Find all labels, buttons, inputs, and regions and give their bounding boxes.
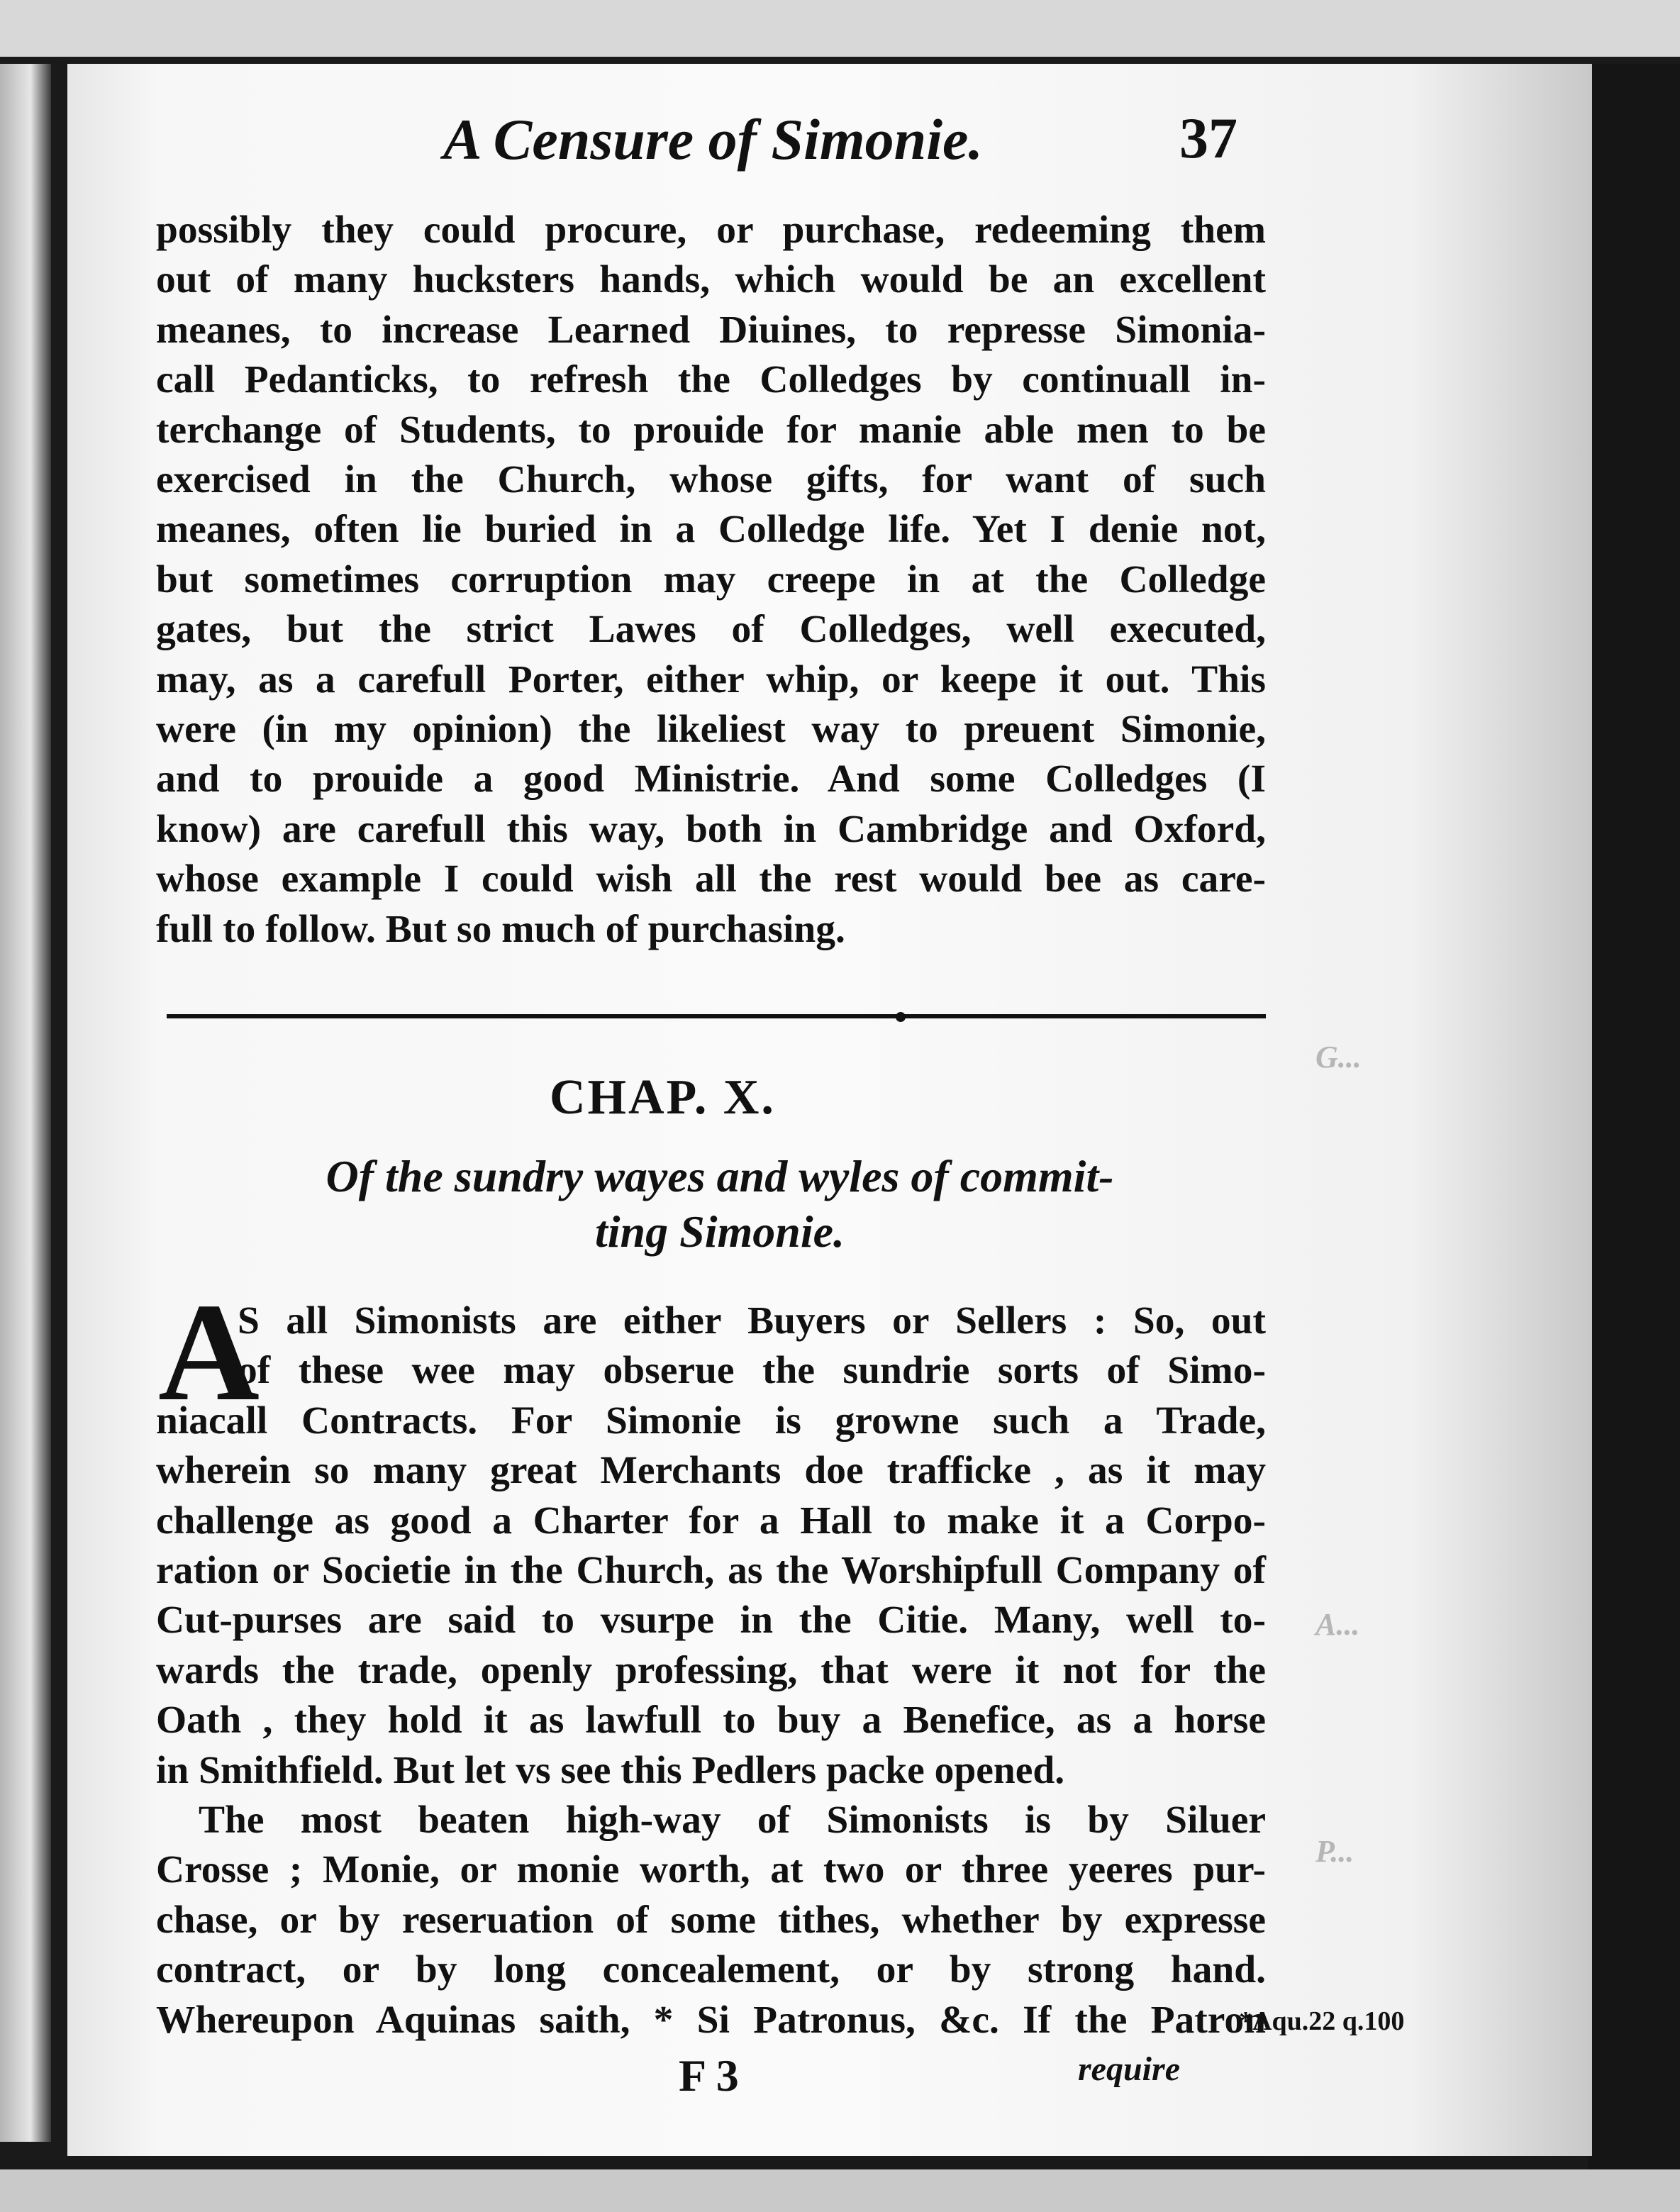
text-line: were (in my opinion) the likeliest way to preuent Simonie, bbox=[156, 708, 1266, 752]
text-line: Oath , they hold it as lawfull to buy a Benefice, as a horse bbox=[156, 1699, 1266, 1743]
scan-background-bottom bbox=[0, 2169, 1680, 2212]
text-line: in Smithfield. But let vs see this Pedlers packe opened. bbox=[156, 1748, 1065, 1792]
drop-cap: A bbox=[158, 1274, 260, 1430]
book-page bbox=[67, 64, 1592, 2156]
running-title: A Censure of Simonie. bbox=[443, 107, 983, 172]
text-line: Cut-purses are said to vsurpe in the Citie. Many, well to- bbox=[156, 1599, 1266, 1643]
text-line: of these wee may obserue the sundrie sorts of Simo- bbox=[238, 1349, 1266, 1393]
text-line: know) are carefull this way, both in Cambridge and Oxford, bbox=[156, 807, 1266, 851]
text-line: may, as a carefull Porter, either whip, or keepe it out. This bbox=[156, 657, 1266, 701]
text-line: meanes, to increase Learned Diuines, to represse Simonia- bbox=[156, 308, 1266, 352]
text-line: contract, or by long concealement, or by strong hand. bbox=[156, 1948, 1266, 1992]
text-line: niacall Contracts. For Simonie is growne such a Trade, bbox=[156, 1399, 1266, 1443]
text-line: chase, or by reseruation of some tithes, whether by expresse bbox=[156, 1898, 1266, 1942]
text-line: and to prouide a good Ministrie. And some Colledges (I bbox=[156, 757, 1266, 801]
text-line: out of many hucksters hands, which would be an excellent bbox=[156, 258, 1266, 302]
subtitle-line: Of the sundry wayes and wyles of commit- bbox=[326, 1151, 1114, 1201]
text-line: wherein so many great Merchants doe trafficke , as it may bbox=[156, 1449, 1266, 1493]
subtitle-line: ting Simonie. bbox=[594, 1206, 845, 1257]
text-line: Whereupon Aquinas saith, * Si Patronus, &c. If the Patron bbox=[156, 1998, 1266, 2042]
chapter-subtitle bbox=[259, 1149, 1181, 1260]
text-line: meanes, often lie buried in a Colledge life. Yet I denie not, bbox=[156, 508, 1266, 552]
text-line: The most beaten high-way of Simonists is by Siluer bbox=[199, 1799, 1266, 1843]
book-binding-edge bbox=[1588, 64, 1680, 2177]
page-number: 37 bbox=[1179, 106, 1237, 170]
paragraph-purchasing bbox=[156, 206, 1266, 955]
text-line: call Pedanticks, to refresh the Colledges by continuall in- bbox=[156, 358, 1266, 402]
show-through-text: P... bbox=[1315, 1834, 1354, 1869]
text-line: but sometimes corruption may creepe in at the Colledge bbox=[156, 557, 1266, 601]
text-line: ration or Societie in the Church, as the Worshipfull Company of bbox=[156, 1549, 1266, 1593]
text-line: whose example I could wish all the rest would bee as care- bbox=[156, 857, 1266, 901]
text-line: S all Simonists are either Buyers or Sellers : So, out bbox=[238, 1299, 1266, 1343]
text-line: full to follow. But so much of purchasing. bbox=[156, 907, 845, 951]
scan-background-top bbox=[0, 0, 1680, 57]
text-line: Crosse ; Monie, or monie worth, at two or three yeeres pur- bbox=[156, 1848, 1266, 1892]
text-line: wards the trade, openly professing, that were it not for the bbox=[156, 1648, 1266, 1692]
text-line: exercised in the Church, whose gifts, for want of such bbox=[156, 458, 1266, 502]
text-line: possibly they could procure, or purchase, redeeming them bbox=[156, 209, 1266, 252]
show-through-text: A... bbox=[1315, 1607, 1360, 1642]
show-through-text: G... bbox=[1315, 1040, 1362, 1074]
text-line: challenge as good a Charter for a Hall to make it a Corpo- bbox=[156, 1499, 1266, 1543]
text-line: gates, but the strict Lawes of Colledges, well executed, bbox=[156, 608, 1266, 652]
chapter-divider-rule bbox=[167, 1014, 1266, 1018]
facing-page-edge bbox=[0, 64, 51, 2142]
divider-dot bbox=[896, 1012, 906, 1022]
marginal-note: *Aqu.22 q.100 bbox=[1239, 2006, 1405, 2036]
signature-mark: F 3 bbox=[679, 2050, 739, 2101]
paragraph-simonists bbox=[156, 1296, 1266, 2045]
chapter-heading: CHAP. X. bbox=[550, 1070, 776, 1125]
text-line: terchange of Students, to prouide for manie able men to be bbox=[156, 408, 1266, 452]
catchword: require bbox=[1078, 2050, 1180, 2088]
